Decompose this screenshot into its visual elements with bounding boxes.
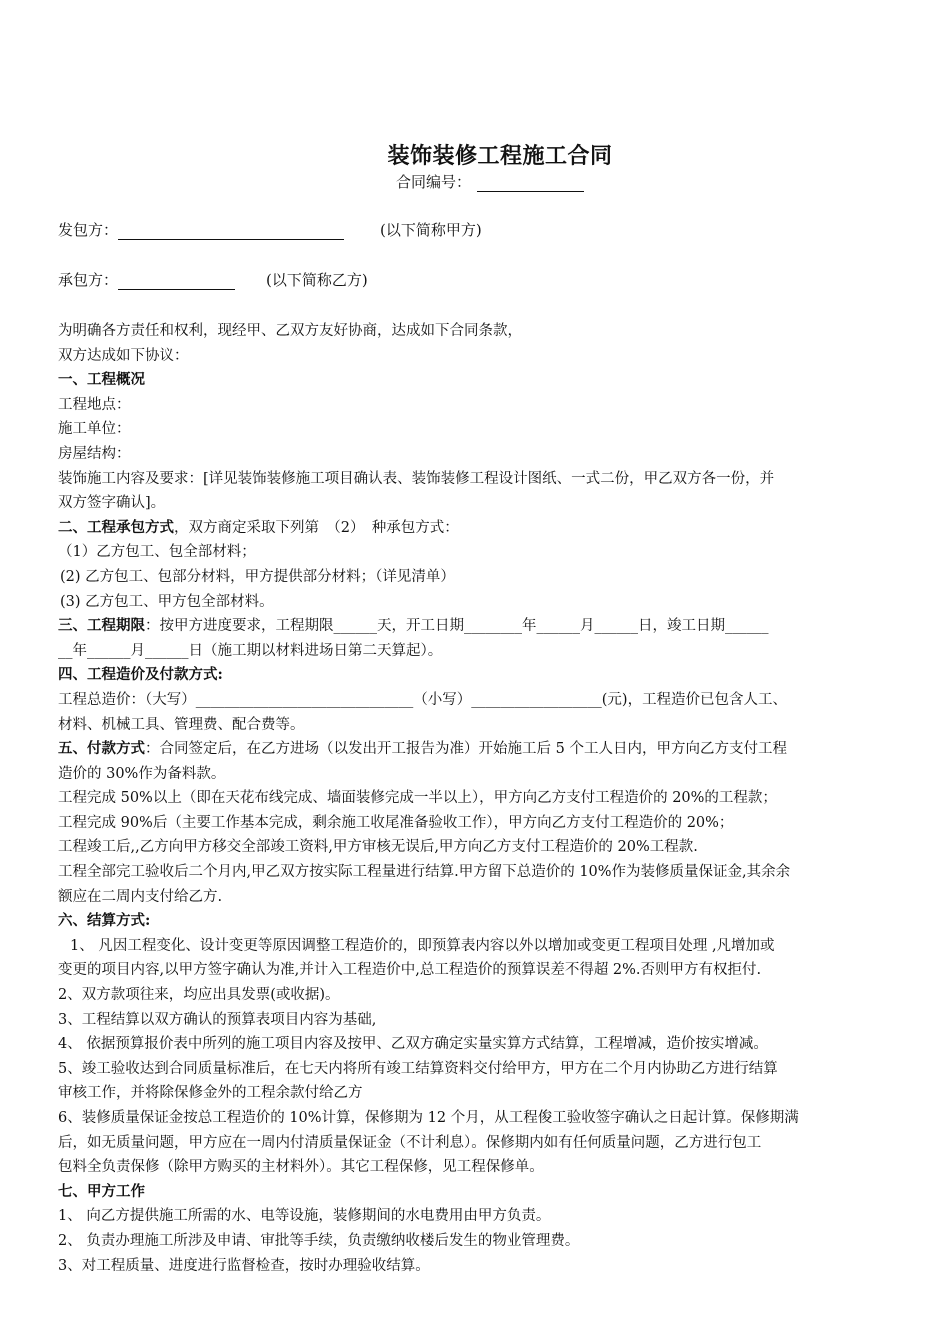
section-heading: 四、工程造价及付款方式: <box>58 666 223 684</box>
section-line: 材料、机械工具、管理费、配合费等。 <box>58 716 305 733</box>
section-line: 造价的 30%作为备料款。 <box>58 765 226 782</box>
section-heading: 三、工程期限 <box>58 617 145 635</box>
section-line: 工程完成 50%以上（即在天花布线完成、墙面装修完成一半以上），甲方向乙方支付工程造价的 20%的工程款； <box>58 790 777 807</box>
option-line: (2) 乙方包工、包部分材料，甲方提供部分材料；（详见清单） <box>60 568 455 585</box>
party-a <box>58 219 658 240</box>
section-heading: 七、甲方工作 <box>58 1182 145 1200</box>
section-line: 工程全部完工验收后二个月内,甲乙双方按实际工程量进行结算.甲方留下总造价的 10%作为装修质量保证金,其余余 <box>58 864 791 881</box>
section-line: 工程完成 90%后（主要工作基本完成，剩余施工收尾准备验收工作），甲方向乙方支付工程造价的 20%； <box>58 814 734 831</box>
contract-number-blank <box>477 176 584 192</box>
section-line: 2、 负责办理施工所涉及申请、审批等手续，负责缴纳收楼后发生的物业管理费。 <box>58 1232 580 1249</box>
party-a-label: 发包方： <box>58 221 119 239</box>
section-line: 工程地点： <box>58 396 131 413</box>
section-line <box>58 516 900 541</box>
section-line: 2、双方款项往来，均应出具发票(或收据)。 <box>58 987 340 1004</box>
page-title: 装饰装修工程施工合同 <box>387 143 613 169</box>
party-a-blank <box>118 224 344 240</box>
contract-body <box>58 319 900 1278</box>
section-line: 后，如无质量问题，甲方应在一周内付清质量保证金（不计利息）。保修期内如有任何质量问题，乙方进行包工 <box>58 1134 762 1151</box>
section-line: 工程竣工后,,乙方向甲方移交全部竣工资料,甲方审核无误后,甲方向乙方支付工程造价的 20%工程款. <box>58 839 698 856</box>
section-line: __年______月______日（施工期以材料进场日第二天算起）。 <box>58 642 443 659</box>
section-line: 房屋结构： <box>58 445 131 462</box>
section-line: 5、竣工验收达到合同质量标准后，在七天内将所有竣工结算资料交付给甲方，甲方在二个月内协助乙方进行结算 <box>58 1060 778 1077</box>
party-b-blank <box>118 274 235 290</box>
section-line: 3、对工程质量、进度进行监督检查，按时办理验收结算。 <box>58 1257 430 1274</box>
section-line: 1、 凡因工程变化、设计变更等原因调整工程造价的，即预算表内容以外以增加或变更工程项目处理 ,凡增加或 <box>70 937 775 954</box>
option-line: (3) 乙方包工、甲方包全部材料。 <box>60 593 274 610</box>
party-a-note: (以下简称甲方) <box>380 221 482 239</box>
section-line-text: ：按甲方进度要求，工程期限______天，开工日期________年______月______日，竣工日期______ <box>145 618 769 635</box>
section-line <box>58 737 900 762</box>
section-line <box>58 614 900 639</box>
section-line: 施工单位： <box>58 421 131 438</box>
section-heading: 五、付款方式 <box>58 740 145 758</box>
section-line: 额应在二周内支付给乙方. <box>58 888 223 905</box>
section-line: 包料全负责保修（除甲方购买的主材料外）。其它工程保修，见工程保修单。 <box>58 1159 544 1176</box>
intro-line: 为明确各方责任和权利，现经甲、乙双方友好协商，达成如下合同条款， <box>58 323 522 339</box>
section-line-text: ：合同签定后，在乙方进场（以发出开工报告为准）开始施工后 5 个工人日内，甲方向乙方支付工程 <box>145 741 787 758</box>
section-line: 装饰施工内容及要求：[详见装饰装修施工项目确认表、装饰装修工程设计图纸、一式二份，甲乙双方各一份，并 <box>58 470 775 487</box>
section-heading: 二、工程承包方式 <box>58 518 174 536</box>
section-line: 4、 依据预算报价表中所列的施工项目内容及按甲、乙双方确定实量实算方式结算，工程增减，造价按实增减。 <box>58 1036 768 1053</box>
section-line: 变更的项目内容,以甲方签字确认为准,并计入工程造价中,总工程造价的预算误差不得超 2%.否则甲方有权拒付. <box>58 962 762 979</box>
intro-line: 双方达成如下协议： <box>58 347 189 364</box>
section-line: 6、装修质量保证金按总工程造价的 10%计算，保修期为 12 个月，从工程俊工验收签字确认之日起计算。保修期满 <box>58 1110 799 1126</box>
option-line: （1）乙方包工、包全部材料； <box>58 544 256 561</box>
section-heading: 六、结算方式: <box>58 912 151 930</box>
section-line: 审核工作，并将除保修金外的工程余款付给乙方 <box>58 1085 363 1102</box>
section-line: 1、 向乙方提供施工所需的水、电等设施，装修期间的水电费用由甲方负责。 <box>58 1208 551 1225</box>
contract-number-label: 合同编号： <box>396 173 472 191</box>
section-line: 3、工程结算以双方确认的预算表项目内容为基础, <box>58 1011 377 1028</box>
party-b <box>58 269 658 290</box>
section-heading: 一、工程概况 <box>58 371 145 389</box>
section-line: 工程总造价：（大写）______________________________（小写）__________________(元)，工程造价已包含人工、 <box>58 691 788 708</box>
section-heading-rest: ，双方商定采取下列第 （2） 种承包方式： <box>174 519 459 536</box>
party-b-label: 承包方： <box>58 271 119 289</box>
contract-number <box>396 171 584 192</box>
section-line: 双方签字确认]。 <box>58 495 166 512</box>
party-b-note: (以下简称乙方) <box>266 271 368 289</box>
